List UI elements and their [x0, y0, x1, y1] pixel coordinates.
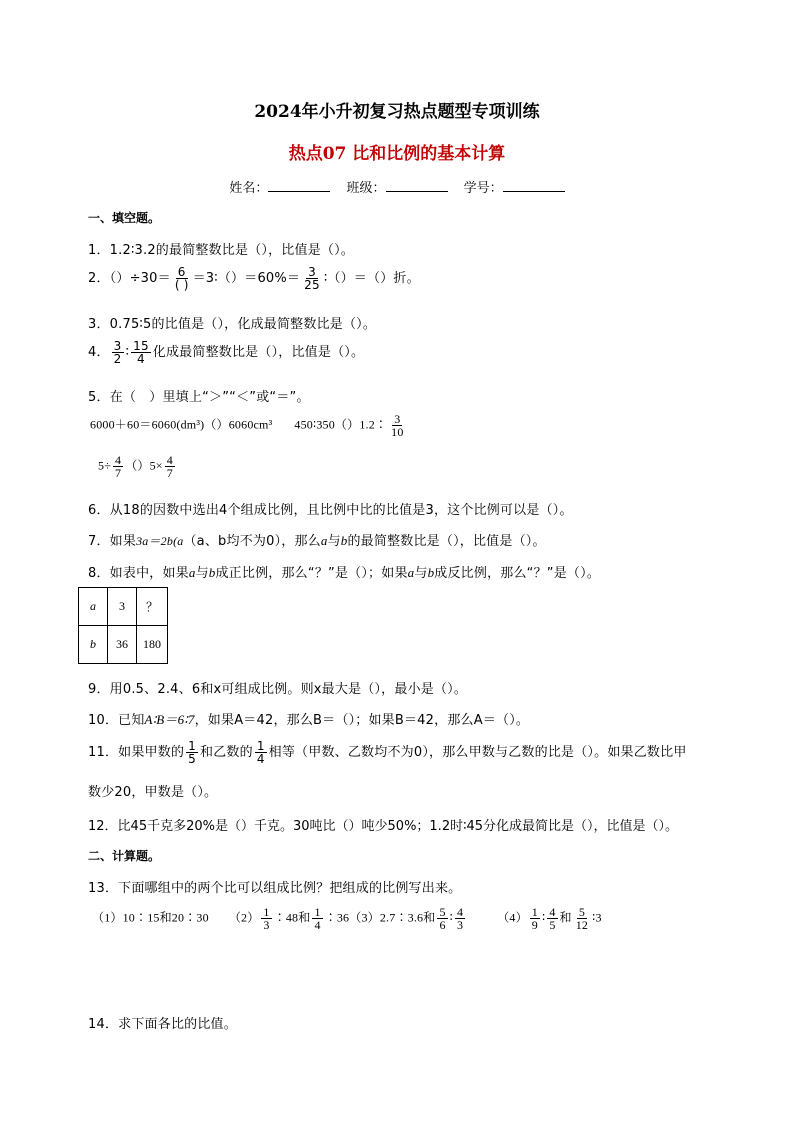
fraction [437, 906, 447, 931]
fraction-denominator: 9 [531, 918, 538, 932]
variable-b: b [427, 565, 435, 580]
question-7-part-b: （a、b均不为0），那么 [183, 534, 321, 549]
section-fill-blank: 一、填空题。 [88, 211, 161, 225]
ratio-separator: ∶ [125, 345, 130, 360]
fraction-denominator: 3 [456, 918, 464, 932]
fraction [113, 454, 123, 479]
class-blank[interactable] [386, 179, 448, 192]
fraction-numerator: 5 [439, 905, 446, 919]
pair-2-mid: ∶48和 [273, 910, 311, 925]
question-10-part-a: 10．已知 [88, 713, 145, 728]
ratio-separator: ∶ [542, 910, 546, 925]
question-1: 1．1.2∶3.2的最简整数比是（），比值是（）。 [88, 243, 355, 258]
comparison-2: 450∶350（）1.2∶ [294, 417, 388, 432]
question-4-part-a: 4． [88, 345, 110, 360]
comparison-1: 6000＋60＝6060(dm³)（）6060cm³ [90, 417, 273, 432]
fraction-numerator: 5 [578, 905, 586, 919]
fraction [131, 340, 151, 365]
fraction-numerator: 1 [531, 905, 538, 919]
question-4 [88, 340, 364, 365]
fraction-numerator: 4 [115, 453, 122, 467]
question-13: 13．下面哪组中的两个比可以组成比例？把组成的比例写出来。 [88, 881, 462, 896]
fraction-numerator: 1 [314, 905, 321, 919]
fraction-numerator: 4 [166, 453, 173, 467]
fraction-denominator: 7 [166, 466, 173, 480]
student-info-line [0, 177, 794, 196]
fraction-numerator: 3 [308, 265, 316, 279]
pair-4-end: ∶3 [592, 910, 602, 925]
fraction-denominator: 12 [575, 918, 589, 932]
pair-4-mid: 和 [559, 910, 572, 925]
question-2-part-c: ∶（）＝（）折。 [323, 271, 420, 286]
fraction [455, 906, 465, 931]
question-10-part-b: ，如果A＝42，那么B＝（）；如果B＝42，那么A＝（）。 [194, 713, 530, 728]
fraction-denominator: 4 [256, 752, 265, 766]
fraction-denominator: 2 [113, 352, 122, 366]
table-cell: 180 [137, 626, 168, 664]
variable-a: a [188, 565, 196, 580]
fraction-numerator: 4 [456, 905, 464, 919]
fraction-numerator: 15 [133, 339, 149, 353]
fraction-numerator: 1 [263, 905, 270, 919]
variable-a: a [320, 533, 328, 548]
question-8-part-c: 成正比例，那么“？”是（）；如果 [215, 566, 408, 581]
page-title: 2024年小升初复习热点题型专项训练 [254, 102, 540, 122]
fraction [186, 740, 198, 765]
id-label: 学号： [463, 181, 503, 196]
fraction [165, 454, 175, 479]
question-13-items [92, 906, 602, 931]
fraction-numerator: 4 [549, 905, 556, 919]
fraction-denominator: 4 [137, 352, 145, 366]
table-cell: a [79, 588, 108, 626]
question-2-part-a: 2．（）÷30＝ [88, 271, 171, 286]
question-12: 12．比45千克多20%是（）千克。30吨比（）吨少50%；1.2时∶45分化成最简比是（），比值是（）。 [88, 819, 679, 834]
question-7 [88, 530, 546, 549]
fraction-denominator: 6 [439, 918, 446, 932]
fraction-denominator: 25 [304, 278, 320, 292]
fraction-numerator: 6 [177, 265, 186, 279]
fraction [547, 906, 557, 931]
variable-b: b [340, 533, 348, 548]
fraction [389, 413, 405, 438]
question-5: 5．在（ ）里填上“＞”“＜”或“＝”。 [88, 390, 310, 405]
fraction-numerator: 3 [113, 339, 122, 353]
pair-2-label: （2） [228, 910, 260, 925]
question-10 [88, 709, 529, 728]
table-cell: 36 [108, 626, 137, 664]
question-11-line-2: 数少20，甲数是（）。 [88, 785, 218, 800]
fraction [312, 906, 322, 931]
fraction-denominator: ( ) [174, 278, 189, 292]
question-8-part-e: 成反比例，那么“？”是（）。 [434, 566, 601, 581]
fraction-denominator: 5 [549, 918, 556, 932]
table-row [79, 626, 168, 664]
fraction-denominator: 7 [115, 466, 122, 480]
question-5-line-2 [98, 454, 177, 479]
question-8-part-a: 8．如表中，如果 [88, 566, 189, 581]
question-2-part-b: ＝3∶（）＝60%＝ [192, 271, 301, 286]
page-subtitle: 热点07 比和比例的基本计算 [288, 144, 506, 164]
question-8-part-d: 与 [414, 566, 428, 581]
pair-1: （1）10∶15和20∶30 [92, 910, 209, 925]
comparison-3-left: 5÷ [98, 458, 111, 473]
name-blank[interactable] [268, 179, 330, 192]
pair-2-end: ∶36 [324, 910, 350, 925]
fraction [261, 906, 271, 931]
question-8-part-b: 与 [195, 566, 209, 581]
fraction [302, 266, 322, 291]
table-cell: b [79, 626, 108, 664]
question-4-part-b: 化成最简整数比是（），比值是（）。 [152, 345, 365, 360]
question-3: 3．0.75∶5的比值是（），化成最简整数比是（）。 [88, 317, 377, 332]
question-11-part-b: 和乙数的 [200, 745, 253, 760]
id-blank[interactable] [503, 179, 565, 192]
ratio-equation: A∶B＝6∶7 [144, 712, 195, 727]
question-7-part-c: 与 [327, 534, 341, 549]
question-8 [88, 562, 600, 581]
section-calculation: 二、计算题。 [88, 849, 161, 863]
fraction-numerator: 3 [394, 412, 401, 426]
ratio-separator: ∶ [449, 910, 453, 925]
question-7-part-d: 的最简整数比是（），比值是（）。 [347, 534, 546, 549]
question-5-line-1 [90, 413, 408, 438]
question-11-part-a: 11．如果甲数的 [88, 745, 185, 760]
fraction-denominator: 5 [188, 752, 196, 766]
question-6: 6．从18的因数中选出4个组成比例，且比例中比的比值是3，这个比例可以是（）。 [88, 503, 573, 518]
table-cell: 3 [108, 588, 137, 626]
equation: 3a＝2b(a [136, 534, 184, 548]
variable-b: b [208, 565, 216, 580]
question-11 [88, 740, 687, 765]
question-2 [88, 266, 420, 291]
class-label: 班级： [346, 181, 386, 196]
fraction-numerator: 1 [188, 739, 196, 753]
comparison-3-right: （）5× [125, 458, 163, 473]
fraction [574, 906, 590, 931]
fraction-numerator: 1 [256, 739, 265, 753]
name-label: 姓名： [229, 181, 269, 196]
fraction [255, 740, 267, 765]
fraction [173, 266, 191, 291]
pair-4-label: （4） [497, 910, 528, 925]
fraction [530, 906, 540, 931]
question-14: 14．求下面各比的比值。 [88, 1017, 237, 1032]
table-row [79, 588, 168, 626]
fraction-denominator: 10 [391, 425, 404, 439]
fraction [112, 340, 124, 365]
question-11-part-c: 相等（甲数、乙数均不为0），那么甲数与乙数的比是（）。如果乙数比甲 [268, 745, 687, 760]
question-7-part-a: 7．如果 [88, 534, 137, 549]
table-cell: ？ [137, 588, 168, 626]
fraction-denominator: 3 [263, 918, 270, 932]
fraction-denominator: 4 [314, 918, 321, 932]
variable-a: a [407, 565, 415, 580]
question-9: 9．用0.5、2.4、6和x可组成比例。则x最大是（），最小是（）。 [88, 682, 468, 697]
proportion-table [78, 587, 168, 664]
pair-3-label: （3）2.7∶3.6和 [349, 910, 436, 925]
